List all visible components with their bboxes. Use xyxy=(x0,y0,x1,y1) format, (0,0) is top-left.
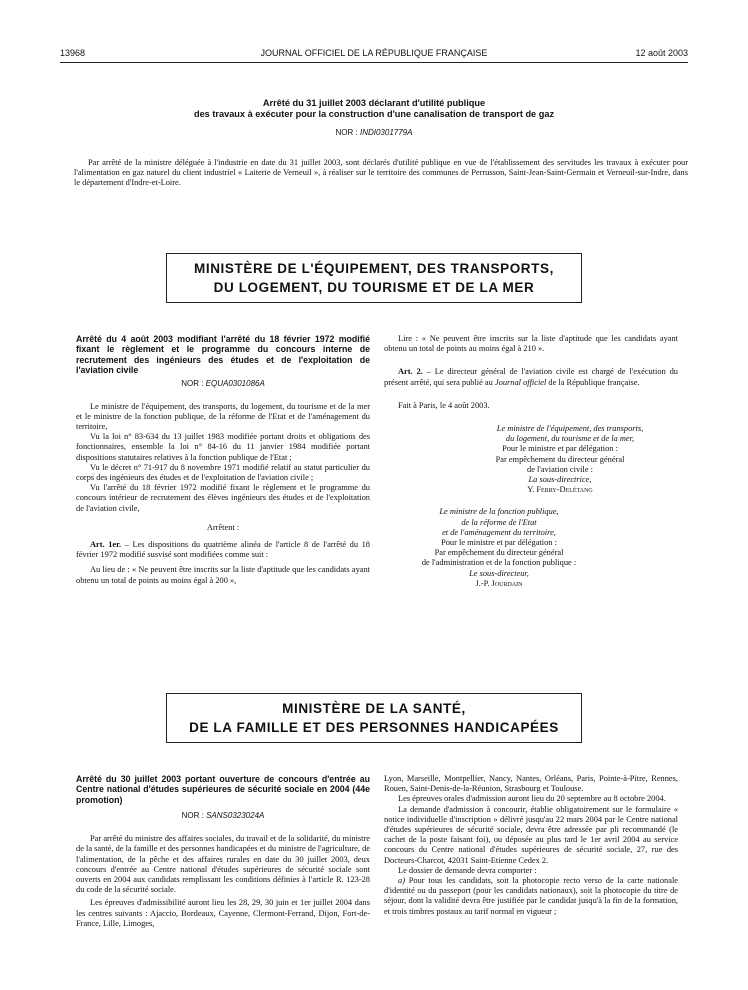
journal-title: JOURNAL OFFICIEL DE LA RÉPUBLIQUE FRANÇAISE xyxy=(260,48,488,58)
a2-p1: Le ministre de l'équipement, des transports, du logement, du tourisme et de la mer et le ministre de la fonction publique, de la réforme de l'Etat et de l'aménagement du territoire, xyxy=(76,401,370,432)
a1-nor: NOR : INDI0301779A xyxy=(335,128,413,137)
header-rule xyxy=(60,62,688,63)
issue-date: 12 août 2003 xyxy=(635,48,688,58)
a2-title: Arrêté du 4 août 2003 modifiant l'arrêté du 18 février 1972 modifié fixant le règlement et le programme du concours interne de recrutement des ingénieurs des études et de l'exploitation de l'aviation civile xyxy=(76,334,370,376)
ministry-box-sante: MINISTÈRE DE LA SANTÉ, DE LA FAMILLE ET DES PERSONNES HANDICAPÉES xyxy=(166,693,582,743)
a3-p2: Les épreuves d'admissibilité auront lieu les 28, 29, 30 juin et 1er juillet 2004 dans les centres suivants : Ajaccio, Bordeaux, Cayenne, Clermont-Ferrand, Dijon, Fort-de-France, Lille, Limoges, xyxy=(76,898,370,928)
a3-r2: Les épreuves orales d'admission auront lieu du 20 septembre au 8 octobre 2004. xyxy=(398,794,666,804)
a2-arretent: Arrêtent : xyxy=(206,522,240,532)
a3-left-column xyxy=(76,774,370,929)
a2-r1: Lire : « Ne peuvent être inscrits sur la liste d'aptitude que les candidats ayant obtenu un total de points au moins égal à 210 ». xyxy=(384,334,678,354)
a1-body: Par arrêté de la ministre déléguée à l'industrie en date du 31 juillet 2003, sont déclarés d'utilité publique en vue de l'établissement des servitudes les travaux à exécuter pour l'alimentation en gaz naturel du client industriel « Laiterie de Verneuil », à réaliser sur le territoire des communes de Perrusson, Saint-Jean-Saint-Germain et Verneuil-sur-Indre, dans le département d'Indre-et-Loire. xyxy=(74,158,688,188)
a3-p1: Par arrêté du ministre des affaires sociales, du travail et de la solidarité, du ministre de la santé, de la famille et des personnes handicapées et du ministre de l'agriculture, de l'alimentation, de la pêche et des affaires rurales en date du 30 juillet 2003, deux concours d'entrée au Centre national d'études supérieures de sécurité sociale sont ouverts en 2004 aux candidats remplissant les conditions définies à l'article R. 123-28 du code de la sécurité sociale. xyxy=(76,834,370,895)
a3-nor: NOR : SANS0323024A xyxy=(181,811,265,821)
a2-nor: NOR : EQUA0301086A xyxy=(181,378,265,388)
a3-r1: Lyon, Marseille, Montpellier, Nancy, Nantes, Orléans, Paris, Pointe-à-Pitre, Rennes, Rouen, Saint-Denis-de-la-Réunion, Strasbourg et Toulouse. xyxy=(384,774,678,794)
a2-signature-2: Le ministre de la fonction publique, de la réforme de l'Etat et de l'aménagement du territoire, Pour le ministre et par délégation : Par empêchement du directeur général de l'administration et de la fonction publique : Le sous-directeur, J.-P. Jourdain xyxy=(421,507,577,588)
a2-art2: Art. 2. – Le directeur général de l'aviation civile est chargé de l'exécution du présent arrêté, qui sera publié au Journal officiel de la République française. xyxy=(384,367,678,387)
a2-left-column xyxy=(76,334,370,586)
a3-r4: Le dossier de demande devra comporter : xyxy=(398,865,537,875)
a2-art1: Art. 1er. – Les dispositions du quatrième alinéa de l'article 8 de l'arrêté du 18 février 1972 modifié susvisé sont modifiées comme suit : xyxy=(76,540,370,560)
a2-right-column xyxy=(384,334,678,589)
a2-p4: Vu l'arrêté du 18 février 1972 modifié fixant le règlement et le programme du concours intérieur de recrutement des élèves ingénieurs des études et de l'exploitation de l'aviation civile, xyxy=(76,483,370,513)
a2-p5: Au lieu de : « Ne peuvent être inscrits sur la liste d'aptitude que les candidats ayant obtenu un total de points au moins égal à 200 », xyxy=(76,565,370,585)
a3-right-column xyxy=(384,774,678,917)
a3-title: Arrêté du 30 juillet 2003 portant ouverture de concours d'entrée au Centre national d'études supérieures de sécurité sociale en 2004 (44e promotion) xyxy=(76,774,370,805)
a3-r3: La demande d'admission à concourir, établie obligatoirement sur le formulaire « notice individuelle d'inscription » délivré jusqu'au 22 mars 2004 par le Centre national d'études supérieures de sécurité sociale, devra être adressée par pli recommandé (le cachet de la poste faisant foi), ou déposée au plus tard le 1er avril 2004 au service concours du Centre national d'études supérieures de sécurité sociale, 27, rue des Docteurs-Charcot, 42031 Saint-Etienne Cedex 2. xyxy=(384,804,678,865)
a2-p3: Vu le décret n° 71-917 du 8 novembre 1971 modifié relatif au statut particulier du corps des ingénieurs des études et de l'exploitation de l'aviation civile ; xyxy=(76,462,370,483)
page-number: 13968 xyxy=(60,48,86,58)
a2-fait: Fait à Paris, le 4 août 2003. xyxy=(398,400,490,410)
a1-title: Arrêté du 31 juillet 2003 déclarant d'utilité publique des travaux à exécuter pour la construction d'une canalisation de transport de gaz xyxy=(193,98,555,119)
a2-signature-1: Le ministre de l'équipement, des transports, du logement, du tourisme et de la mer, Pour le ministre et par délégation : Par empêchement du directeur général de l'aviation civile : La sous-directrice, Y. Ferry-Delétang xyxy=(495,424,644,495)
a3-r5: a) Pour tous les candidats, soit la photocopie recto verso de la carte nationale d'identité ou du passeport (pour les candidats nationaux), soit la photocopie du titre de séjour, dont la validité devra être justifiée par le candidat jusqu'à la fin de la formation, et trois timbres postaux au tarif normal en vigueur ; xyxy=(384,876,678,916)
a2-p2: Vu la loi n° 83-634 du 13 juillet 1983 modifiée portant droits et obligations des fonctionnaires, ensemble la loi n° 84-16 du 11 janvier 1984 modifiée portant dispositions statutaires relatives à la fonction publique de l'Etat ; xyxy=(76,432,370,462)
ministry-box-equipement: MINISTÈRE DE L'ÉQUIPEMENT, DES TRANSPORTS, DU LOGEMENT, DU TOURISME ET DE LA MER xyxy=(166,253,582,303)
